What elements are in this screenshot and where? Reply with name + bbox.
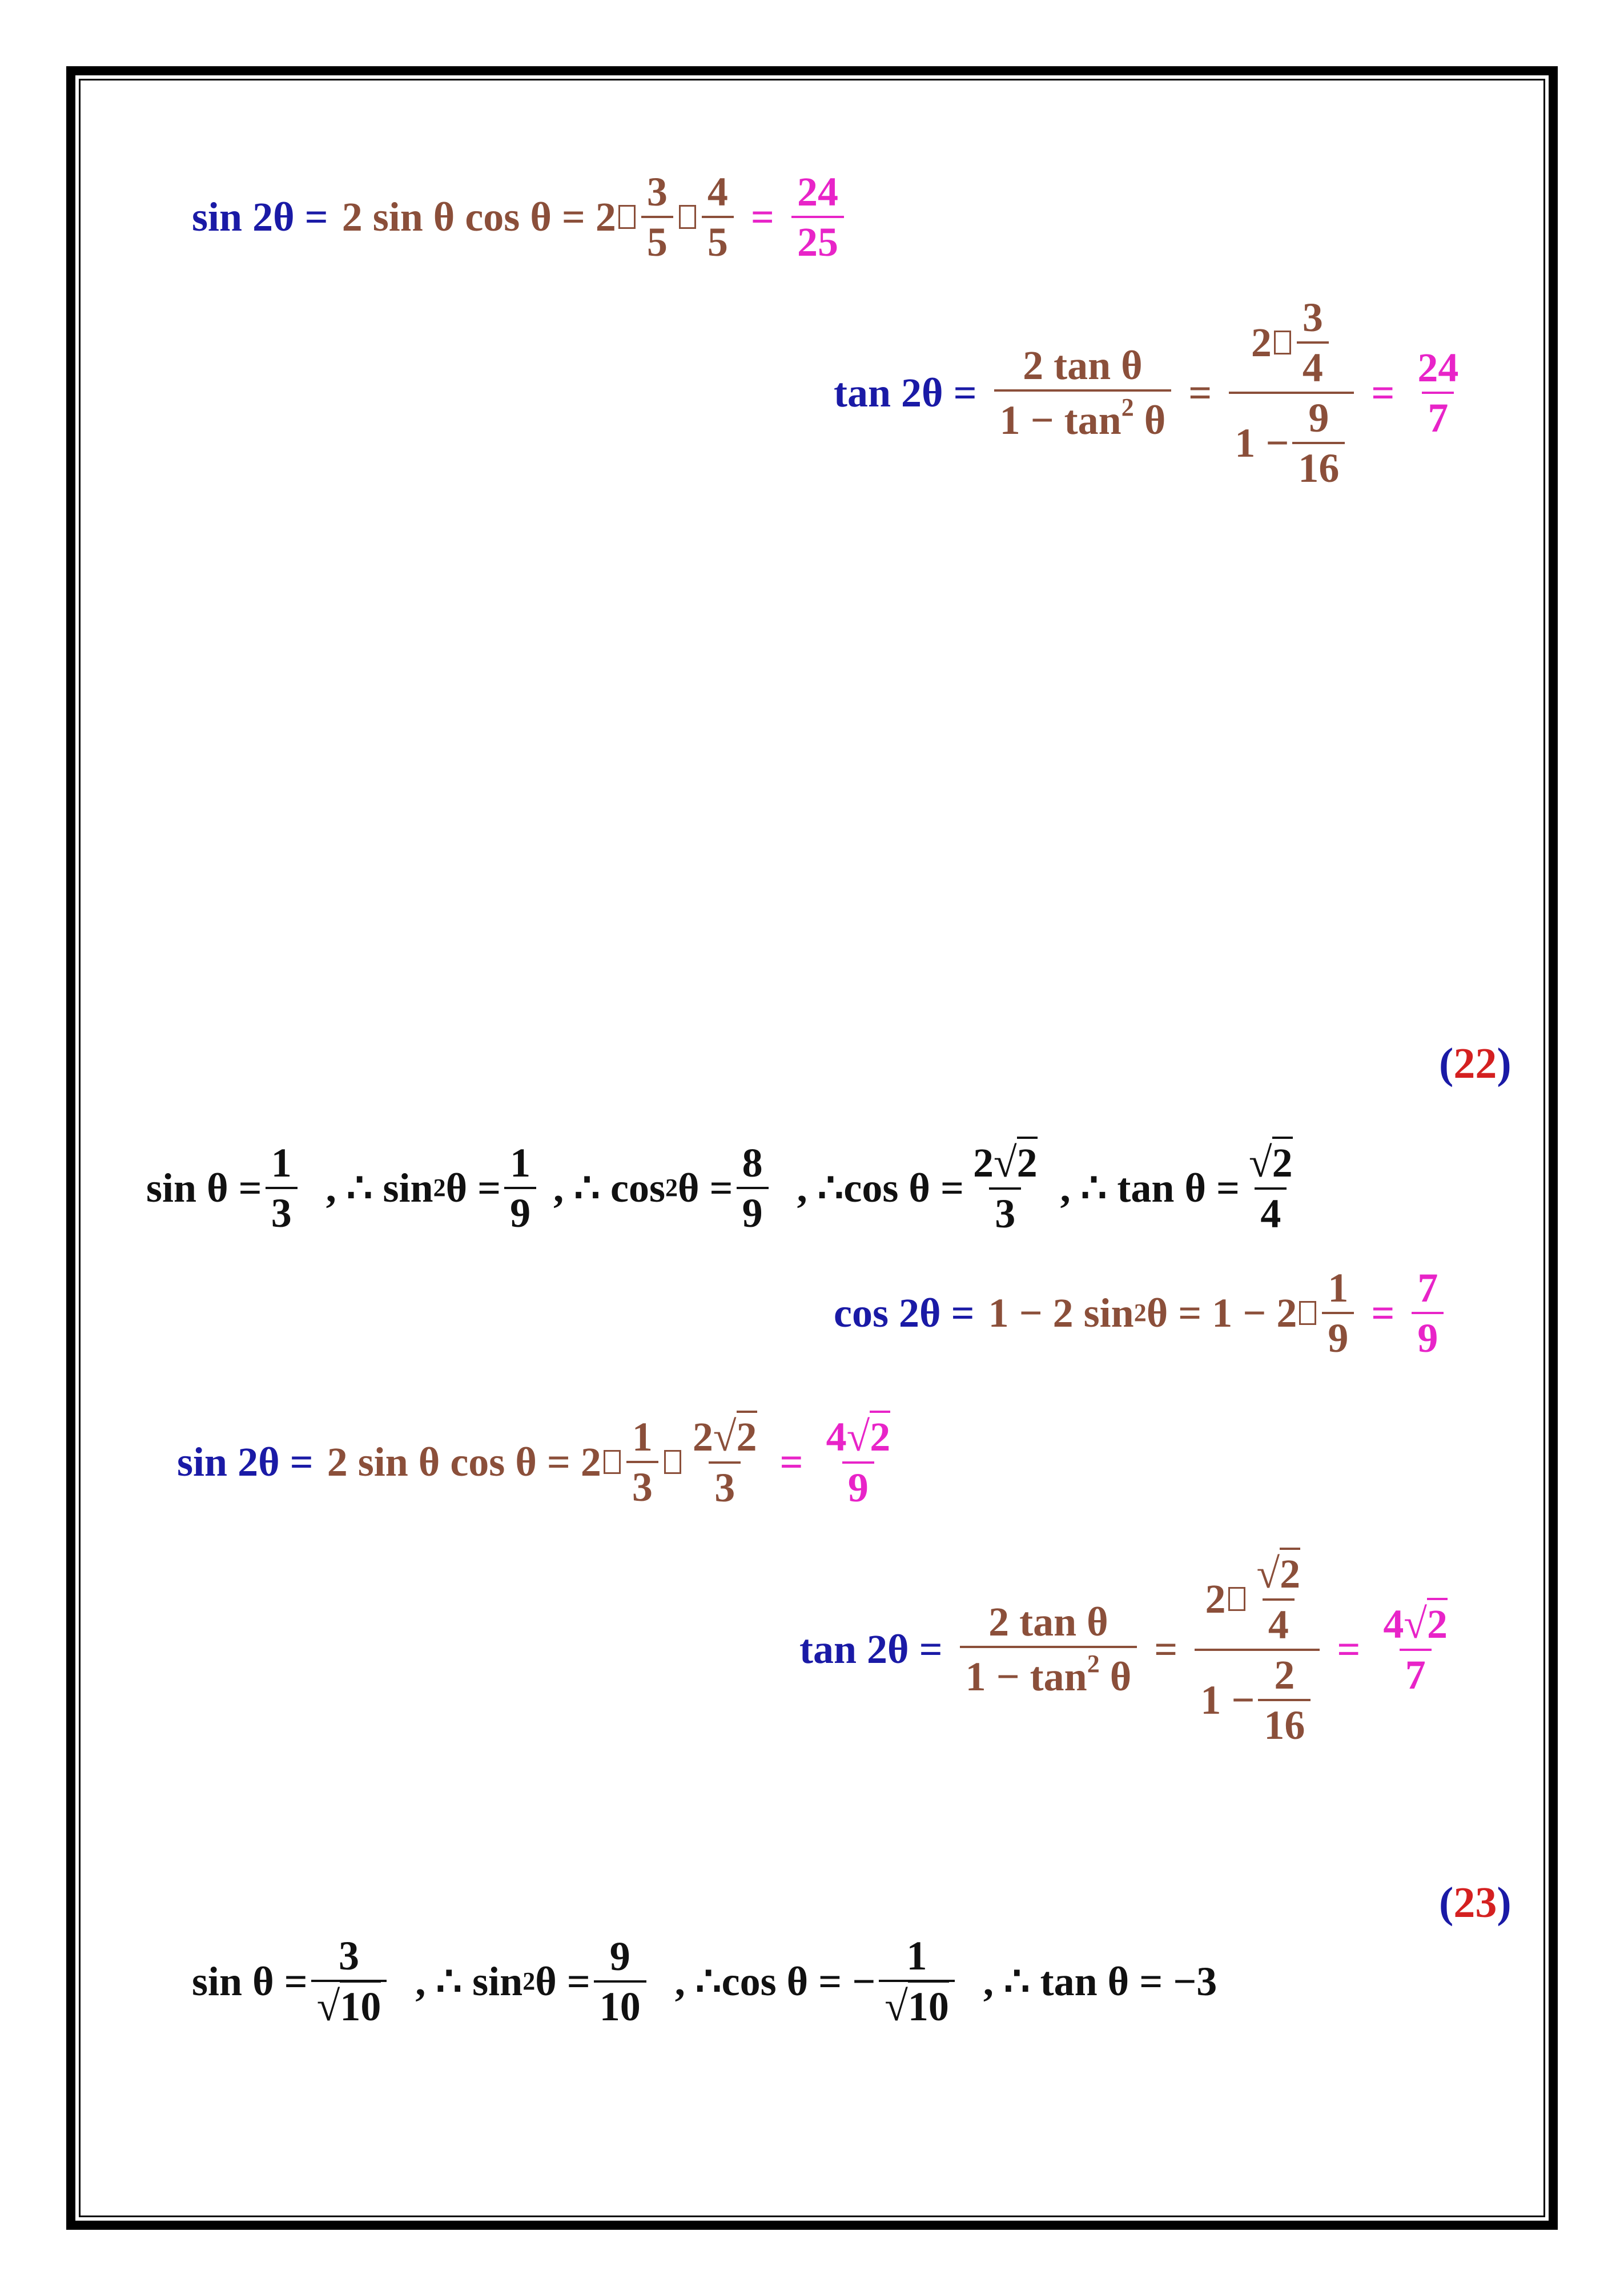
fraction: $\frac{1}{9}$ — [504, 1142, 536, 1234]
fraction: $\frac{2√2}{3}$ — [687, 1416, 763, 1508]
text: , ∴ tan θ = −3 — [983, 1959, 1217, 2004]
fraction: $\frac{√2}{4}$ — [1243, 1142, 1299, 1234]
fraction: $\frac{9}{10}$ — [594, 1936, 646, 2027]
equation-cos2theta: cos 2θ = 1 − 2 sin 2 θ = 1 − 2 $\frac{1}{9}$ = $\frac{7}{9}$ — [834, 1267, 1447, 1359]
equals-sign: = — [750, 194, 774, 240]
box-glyph — [1299, 1301, 1316, 1325]
fraction: $\frac{1}{3}$ — [626, 1416, 658, 1508]
equation-lhs: cos 2θ = — [834, 1290, 975, 1336]
box-glyph — [618, 205, 636, 229]
equation-work: 1 − 2 sin — [988, 1290, 1134, 1336]
text: sin θ = — [146, 1165, 262, 1211]
result-fraction: $\frac{24}{7}$ — [1417, 345, 1459, 441]
fraction: $\frac{8}{9}$ — [737, 1142, 769, 1234]
complex-fraction: 2 $\frac{√2}{4}$ 1 − $\frac{2}{16}$ — [1195, 1553, 1320, 1746]
equation-sin2theta-1 — [192, 171, 847, 263]
box-glyph — [664, 1450, 681, 1474]
formula-fraction: $\frac{\text{2 tan θ}}{1 - \tan^2 \theta}$ — [960, 1601, 1137, 1697]
equation-work: 2 sin θ cos θ = 2 — [327, 1439, 601, 1485]
equation-givens-23: sin θ = $\frac{3}{√10}$ , ∴ sin 2 θ = $\frac{9}{10}$ , ∴cos θ = − $\frac{1}{√10}$ , ∴ tan θ = −3 — [192, 1933, 1217, 2030]
equals-sign: = — [1154, 1626, 1178, 1672]
text: , ∴ sin — [325, 1165, 433, 1211]
result-fraction: $\frac{4√2}{9}$ — [821, 1416, 897, 1508]
equals-sign: = — [1188, 370, 1212, 416]
equals-sign: = — [1337, 1626, 1361, 1672]
equals-sign: = — [1371, 1290, 1395, 1336]
result-fraction: $\frac{4√2}{7}$ — [1377, 1603, 1453, 1695]
equation-tan2theta-2 — [799, 1550, 1457, 1748]
result-fraction: $\frac{24}{25}$ — [791, 171, 844, 263]
box-glyph — [679, 205, 696, 229]
text: , ∴ cos — [553, 1165, 665, 1211]
box-glyph — [604, 1450, 621, 1474]
fraction: $\frac{3}{5}$ — [641, 171, 673, 263]
result-fraction: $\frac{7}{9}$ — [1412, 1267, 1444, 1359]
equation-lhs: tan 2θ = — [799, 1626, 943, 1672]
fraction: $\frac{1}{3}$ — [266, 1142, 298, 1234]
fraction: $\frac{2√2}{3}$ — [967, 1142, 1043, 1234]
equation-sin2theta-2 — [177, 1413, 899, 1510]
text: , ∴cos θ = − — [674, 1959, 876, 2004]
complex-fraction: 2 $\frac{3}{4}$ 1 − $\frac{9}{16}$ — [1229, 297, 1354, 489]
text: sin θ = — [192, 1959, 308, 2004]
equation-tan2theta-1 — [834, 297, 1468, 489]
formula-fraction: $\frac{\text{2 tan θ}}{1 - \tan^2 \theta}$ — [994, 345, 1172, 441]
equation-lhs: tan 2θ = — [834, 370, 977, 416]
fraction: $\frac{1}{9}$ — [1322, 1267, 1354, 1359]
equation-work: 2 sin θ cos θ = 2 — [341, 194, 616, 240]
equals-sign: = — [779, 1439, 803, 1485]
text: , ∴cos θ = — [797, 1165, 964, 1211]
equals-sign: = — [1371, 370, 1395, 416]
fraction: $\frac{3}{√10}$ — [311, 1935, 387, 2028]
problem-number-22: (22) — [1439, 1040, 1512, 1087]
problem-number-23: (23) — [1439, 1879, 1512, 1927]
text: , ∴ tan θ = — [1060, 1165, 1240, 1211]
equation-lhs: sin 2θ = — [192, 194, 328, 240]
equation-lhs: sin 2θ = — [177, 1439, 313, 1485]
fraction: $\frac{1}{√10}$ — [879, 1935, 955, 2028]
fraction: $\frac{4}{5}$ — [702, 171, 734, 263]
text: , ∴ sin — [415, 1959, 523, 2004]
equation-givens-22: sin θ = $\frac{1}{3}$ , ∴ sin 2 θ = $\frac{1}{9}$ , ∴ cos 2 θ = $\frac{8}{9}$ , ∴cos θ = $\frac{2√2}{3}$ , ∴ tan θ = $\frac{√2}{4}$ — [146, 1142, 1302, 1234]
